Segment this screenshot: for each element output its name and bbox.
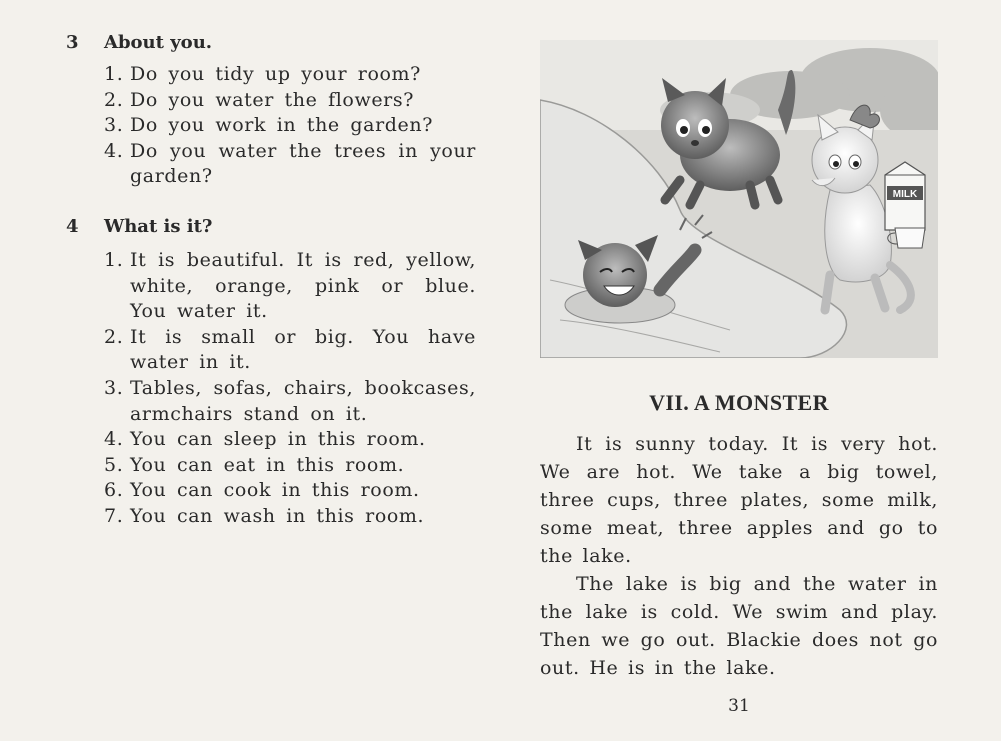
exercise-3: [66, 30, 476, 190]
item-text: Tables, sofas, chairs, bookcases, armchairs stand on it.: [130, 376, 476, 425]
story-column: [540, 390, 938, 716]
exercise-title: About you.: [104, 32, 213, 53]
kittens-illustration: [540, 40, 938, 358]
exercise-title: What is it?: [104, 215, 213, 237]
item-number: 2.: [104, 325, 124, 348]
item-text: Do you water the trees in your garden?: [130, 139, 476, 188]
item-text: It is small or big. You have water in it.: [130, 325, 476, 374]
item-number: 4.: [104, 428, 124, 451]
list-item: [104, 62, 476, 88]
milk-label: MILK: [892, 189, 918, 200]
story-title: VII. A MONSTER: [649, 390, 829, 415]
item-number: 5.: [104, 453, 124, 476]
list-item: [104, 325, 476, 376]
milk-carton: [885, 162, 925, 230]
question-list: [104, 62, 476, 190]
exercise-number: 3: [66, 32, 79, 53]
list-item: [104, 478, 476, 504]
item-number: 2.: [104, 88, 124, 111]
exercise-heading: [66, 30, 476, 56]
item-number: 6.: [104, 479, 124, 502]
item-text: Do you water the flowers?: [130, 88, 414, 111]
item-text: You can sleep in this room.: [130, 428, 426, 451]
list-item: [104, 427, 476, 453]
item-text: You can cook in this room.: [130, 479, 420, 502]
exercises-column: [66, 30, 476, 530]
item-number: 1.: [104, 248, 124, 271]
item-number: 3.: [104, 114, 124, 137]
item-number: 4.: [104, 139, 124, 162]
riddle-list: [104, 248, 476, 530]
page-number: 31: [728, 696, 750, 716]
item-text: Do you work in the garden?: [130, 114, 434, 137]
item-number: 1.: [104, 63, 124, 85]
exercise-heading: [66, 214, 476, 240]
item-number: 3.: [104, 376, 124, 399]
item-text: You can eat in this room.: [130, 453, 405, 476]
list-item: [104, 248, 476, 325]
story-paragraph: The lake is big and the water in the lake is cold. We swim and play. Then we go out. Blackie does not go out. He is in the lake.: [540, 573, 938, 679]
exercise-number: 4: [66, 215, 79, 237]
exercise-4: [66, 214, 476, 530]
list-item: [104, 376, 476, 427]
story-paragraph: It is sunny today. It is very hot. We are hot. We take a big towel, three cups, three plates, some milk, some meat, three apples and go to the lake.: [540, 433, 938, 567]
list-item: [104, 139, 476, 190]
list-item: [104, 113, 476, 139]
item-text: It is beautiful. It is red, yellow, white, orange, pink or blue. You water it.: [130, 248, 476, 323]
list-item: [104, 453, 476, 479]
item-text: Do you tidy up your room?: [130, 63, 421, 85]
item-text: You can wash in this room.: [130, 504, 425, 527]
list-item: [104, 88, 476, 114]
item-number: 7.: [104, 504, 124, 527]
list-item: [104, 504, 476, 530]
